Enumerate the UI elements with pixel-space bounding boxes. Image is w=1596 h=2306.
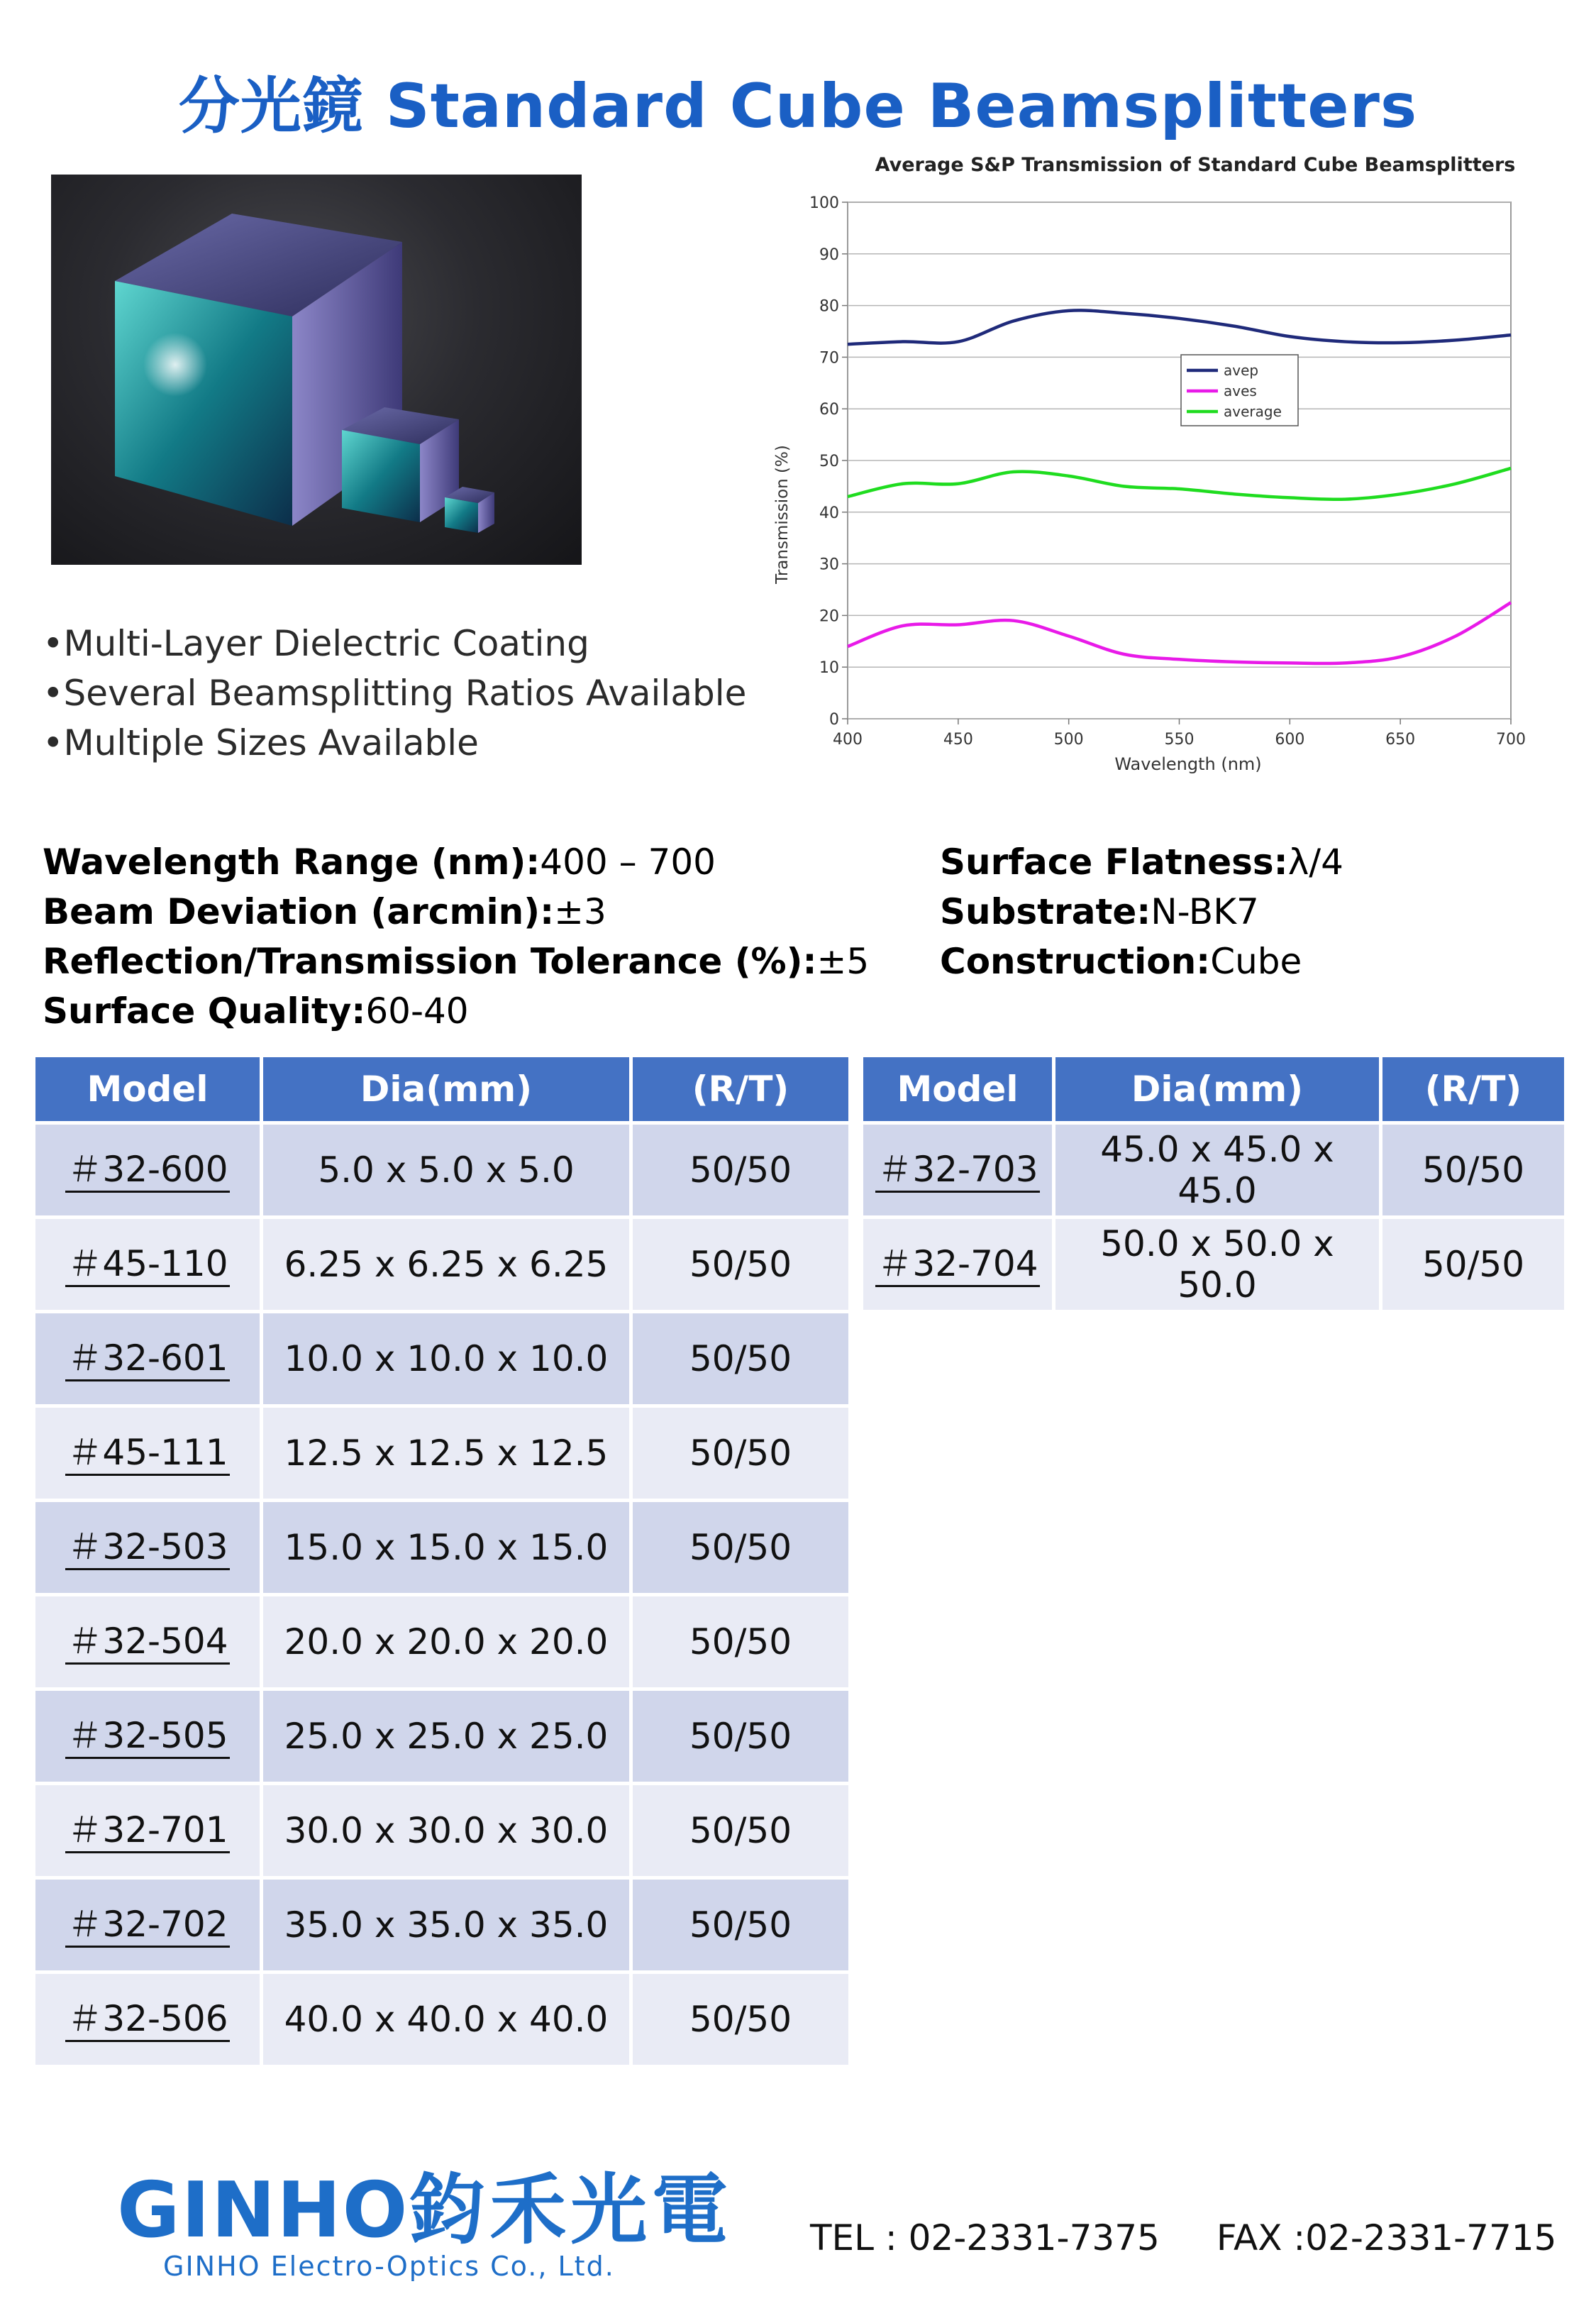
specs-right [940, 837, 1343, 986]
models-table-left [32, 1054, 852, 2068]
table-row [35, 1596, 848, 1687]
x-axis-label: Wavelength (nm) [1114, 754, 1262, 774]
product-photo [51, 175, 582, 565]
model-number: ＃32-704 [875, 1242, 1039, 1287]
model-cell [863, 1219, 1052, 1310]
table-row [35, 1219, 848, 1310]
x-tick-label: 500 [1053, 731, 1084, 749]
company-name: GINHO Electro-Optics Co., Ltd. [163, 2251, 615, 2282]
x-tick-label: 600 [1275, 731, 1305, 749]
spec-wavelength: Wavelength Range (nm):400 – 700 [43, 842, 716, 883]
model-cell [35, 1408, 260, 1499]
model-number: ＃32-506 [65, 1997, 229, 2042]
rt-cell: 50/50 [1382, 1219, 1564, 1310]
model-cell [35, 1502, 260, 1593]
model-number: ＃32-600 [65, 1148, 229, 1193]
series-line-average [848, 468, 1511, 500]
model-number: ＃32-505 [65, 1714, 229, 1759]
table-row [863, 1219, 1564, 1310]
table-row [35, 1974, 848, 2065]
page-title: 分光鏡 Standard Cube Beamsplitters [178, 71, 1418, 142]
x-tick-label: 400 [833, 731, 863, 749]
contact-info [810, 2217, 1556, 2258]
header-model: Model [35, 1057, 260, 1121]
dia-cell: 10.0 x 10.0 x 10.0 [263, 1313, 629, 1404]
dia-cell: 30.0 x 30.0 x 30.0 [263, 1785, 629, 1876]
logo-wordmark: GINHO鈞禾光電 [117, 2166, 733, 2255]
x-tick-label: 550 [1164, 731, 1195, 749]
header-dia: Dia(mm) [263, 1057, 629, 1121]
dia-cell: 15.0 x 15.0 x 15.0 [263, 1502, 629, 1593]
spec-substrate: Substrate:N-BK7 [940, 891, 1259, 932]
chart-legend [1181, 355, 1298, 426]
dia-cell: 12.5 x 12.5 x 12.5 [263, 1408, 629, 1499]
rt-cell: 50/50 [633, 1785, 848, 1876]
spec-tolerance: Reflection/Transmission Tolerance (%):±5 [43, 941, 870, 982]
model-cell [35, 1125, 260, 1215]
dia-cell: 6.25 x 6.25 x 6.25 [263, 1219, 629, 1310]
model-number: ＃32-701 [65, 1809, 229, 1853]
header-rt: (R/T) [633, 1057, 848, 1121]
feature-item: •Multi-Layer Dielectric Coating [43, 623, 589, 664]
y-axis-label: Transmission (%) [773, 445, 792, 584]
legend-label: average [1224, 403, 1282, 420]
y-tick-label: 40 [819, 504, 839, 522]
rt-cell: 50/50 [633, 1313, 848, 1404]
rt-cell: 50/50 [633, 1125, 848, 1215]
y-tick-label: 100 [809, 194, 839, 212]
company-logo [117, 2166, 733, 2282]
dia-cell: 25.0 x 25.0 x 25.0 [263, 1691, 629, 1782]
model-number: ＃32-504 [65, 1620, 229, 1665]
spec-construction: Construction:Cube [940, 941, 1302, 982]
x-tick-label: 700 [1496, 731, 1526, 749]
dia-cell: 50.0 x 50.0 x 50.0 [1055, 1219, 1379, 1310]
table-row [35, 1691, 848, 1782]
model-cell [35, 1219, 260, 1310]
fax: FAX :02-2331-7715 [1216, 2217, 1557, 2258]
feature-item: •Multiple Sizes Available [43, 722, 479, 763]
model-cell [35, 1691, 260, 1782]
table-row [35, 1125, 848, 1215]
model-cell [35, 1596, 260, 1687]
header-rt: (R/T) [1382, 1057, 1564, 1121]
models-table-right [860, 1054, 1568, 1313]
table-row [35, 1502, 848, 1593]
table-row [35, 1880, 848, 1970]
model-cell [35, 1313, 260, 1404]
y-tick-label: 10 [819, 659, 839, 678]
legend-label: avep [1224, 362, 1259, 379]
model-number: ＃32-702 [65, 1903, 229, 1948]
y-tick-label: 0 [829, 711, 839, 729]
model-number: ＃45-110 [65, 1242, 229, 1287]
rt-cell: 50/50 [633, 1502, 848, 1593]
dia-cell: 45.0 x 45.0 x 45.0 [1055, 1125, 1379, 1215]
y-tick-label: 50 [819, 453, 839, 470]
model-cell [35, 1785, 260, 1876]
series-line-aves [848, 602, 1511, 663]
model-number: ＃45-111 [65, 1431, 229, 1476]
model-cell [35, 1974, 260, 2065]
y-tick-label: 70 [819, 349, 839, 368]
feature-item: •Several Beamsplitting Ratios Available [43, 673, 747, 714]
rt-cell: 50/50 [633, 1408, 848, 1499]
table-row [863, 1125, 1564, 1215]
dia-cell: 5.0 x 5.0 x 5.0 [263, 1125, 629, 1215]
rt-cell: 50/50 [633, 1880, 848, 1970]
specs-left [43, 837, 869, 1036]
dia-cell: 40.0 x 40.0 x 40.0 [263, 1974, 629, 2065]
model-number: ＃32-703 [875, 1148, 1039, 1193]
telephone: TEL : 02-2331-7375 [810, 2217, 1160, 2258]
x-tick-label: 650 [1385, 731, 1416, 749]
beamsplitter-cubes-image [51, 175, 582, 565]
y-tick-label: 60 [819, 401, 839, 419]
rt-cell: 50/50 [633, 1691, 848, 1782]
y-tick-label: 20 [819, 607, 839, 626]
header-model: Model [863, 1057, 1052, 1121]
rt-cell: 50/50 [633, 1974, 848, 2065]
y-tick-label: 90 [819, 246, 839, 264]
model-cell [35, 1880, 260, 1970]
header-dia: Dia(mm) [1055, 1057, 1379, 1121]
dia-cell: 35.0 x 35.0 x 35.0 [263, 1880, 629, 1970]
rt-cell: 50/50 [633, 1219, 848, 1310]
x-tick-label: 450 [943, 731, 973, 749]
feature-list [43, 619, 746, 768]
rt-cell: 50/50 [1382, 1125, 1564, 1215]
chart-title: Average S&P Transmission of Standard Cube Beamsplitters [875, 154, 1516, 176]
model-cell [863, 1125, 1052, 1215]
spec-surface-quality: Surface Quality:60-40 [43, 991, 469, 1032]
y-tick-label: 80 [819, 297, 839, 316]
table-row [35, 1408, 848, 1499]
rt-cell: 50/50 [633, 1596, 848, 1687]
spec-surface-flatness: Surface Flatness:λ/4 [940, 842, 1343, 883]
spec-beam-deviation: Beam Deviation (arcmin):±3 [43, 891, 606, 932]
table-row [35, 1785, 848, 1876]
dia-cell: 20.0 x 20.0 x 20.0 [263, 1596, 629, 1687]
transmission-chart [763, 145, 1564, 784]
series-line-avep [848, 310, 1511, 344]
model-number: ＃32-503 [65, 1526, 229, 1570]
y-tick-label: 30 [819, 556, 839, 574]
legend-label: aves [1224, 382, 1257, 399]
model-number: ＃32-601 [65, 1337, 229, 1381]
table-row [35, 1313, 848, 1404]
